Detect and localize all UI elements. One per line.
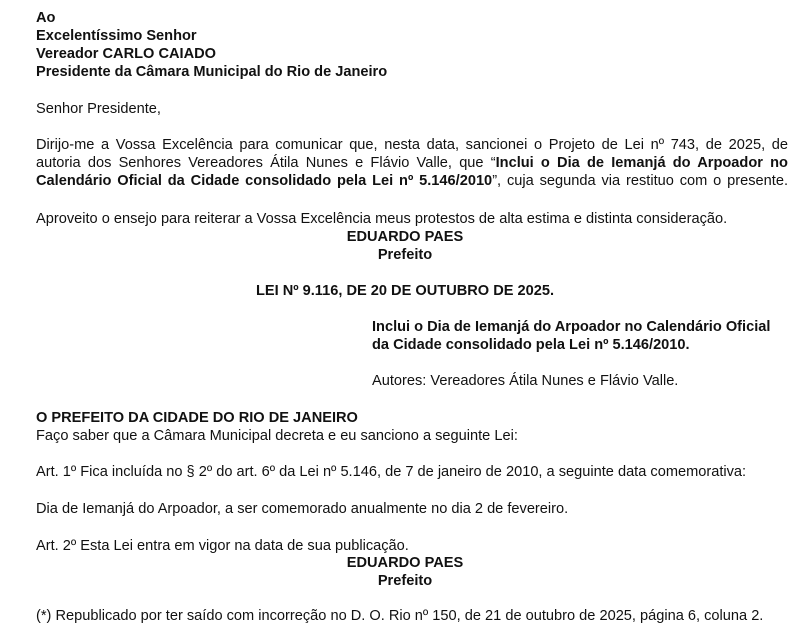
article-2: Art. 2º Esta Lei entra em vigor na data de sua publicação.: [36, 538, 409, 554]
enacting-authority: O PREFEITO DA CIDADE DO RIO DE JANEIRO: [36, 410, 358, 426]
article-1-item: Dia de Iemanjá do Arpoador, a ser comemorado anualmente no dia 2 de fevereiro.: [36, 501, 569, 517]
addressee-title: Presidente da Câmara Municipal do Rio de Janeiro: [36, 64, 388, 80]
article-1: Art. 1º Fica incluída no § 2º do art. 6º da Lei nº 5.146, de 7 de janeiro de 2010, a seguinte data comemorativa:: [36, 464, 747, 480]
law-title: LEI Nº 9.116, DE 20 DE OUTUBRO DE 2025.: [255, 283, 555, 299]
signer-name: EDUARDO PAES: [346, 555, 464, 571]
paragraph-line: [36, 154, 788, 172]
bill-title: Calendário Oficial da Cidade consolidado pela Lei nº 5.146/2010: [36, 173, 493, 189]
signer-role: Prefeito: [377, 247, 433, 263]
signer-name: EDUARDO PAES: [346, 229, 464, 245]
paragraph-text: ”, cuja segunda via restituo com o presente.: [492, 173, 788, 189]
ementa-line: Inclui o Dia de Iemanjá do Arpoador no Calendário Oficial: [372, 319, 771, 335]
paragraph-line: [36, 172, 788, 190]
signer-role: Prefeito: [377, 573, 433, 589]
enacting-clause: Faço saber que a Câmara Municipal decreta e eu sanciono a seguinte Lei:: [36, 428, 518, 444]
addressee-name: Vereador CARLO CAIADO: [36, 46, 217, 62]
closing-paragraph: Aproveito o ensejo para reiterar a Vossa Excelência meus protestos de alta estima e distinta consideração.: [36, 211, 728, 227]
salutation: Ao: [36, 10, 56, 26]
paragraph-line: Dirijo-me a Vossa Excelência para comunicar que, nesta data, sancionei o Projeto de Lei nº 743, de 2025, de: [36, 137, 788, 153]
republication-footnote: (*) Republicado por ter saído com incorreção no D. O. Rio nº 150, de 21 de outubro de 2025, página 6, coluna 2.: [36, 608, 764, 624]
law-authors: Autores: Vereadores Átila Nunes e Flávio Valle.: [372, 373, 679, 389]
greeting: Senhor Presidente,: [36, 101, 161, 117]
honorific: Excelentíssimo Senhor: [36, 28, 197, 44]
paragraph-text: autoria dos Senhores Vereadores Átila Nunes e Flávio Valle, que “: [36, 155, 496, 171]
ementa-line: da Cidade consolidado pela Lei nº 5.146/2010.: [372, 337, 690, 353]
bill-title: Inclui o Dia de Iemanjá do Arpoador no: [495, 155, 788, 171]
